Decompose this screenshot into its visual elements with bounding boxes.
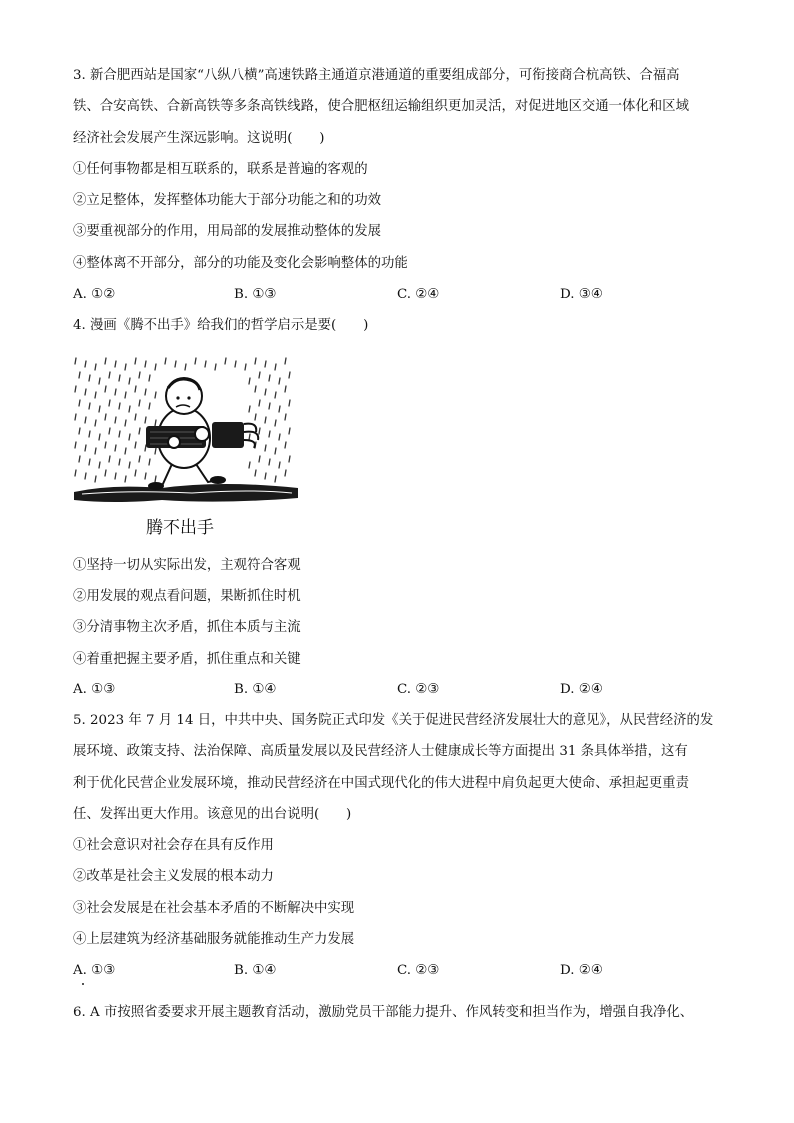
raindrop <box>99 462 100 468</box>
q5-stem-line-1: 5. 2023 年 7 月 14 日，中共中央、国务院正式印发《关于促进民营经济发展壮大的意见》，从民营经济的发 <box>73 713 714 728</box>
q3-options <box>73 285 733 305</box>
q3-stem-line-2: 铁、合安高铁、合新高铁等多条高铁线路，使合肥枢纽运输组织更加灵活，对促进地区交通一体化和区域 <box>73 99 689 114</box>
raindrop <box>125 420 126 426</box>
q3-stem-line-1: 3. 新合肥西站是国家“八纵八横”高速铁路主通道京港通道的重要组成部分，可衔接商合杭高铁、合福高 <box>73 68 680 83</box>
raindrop <box>135 386 136 392</box>
raindrop <box>279 462 280 468</box>
raindrop <box>249 378 250 384</box>
raindrop <box>145 445 146 451</box>
q4-option-d[interactable]: D. ②④ <box>560 682 603 697</box>
q3-option-c[interactable]: C. ②④ <box>397 287 440 302</box>
raindrop <box>265 445 266 451</box>
raindrop <box>129 406 130 412</box>
cartoon-busy-hands-illustration <box>72 352 300 512</box>
raindrop <box>95 476 96 482</box>
raindrop <box>289 428 290 434</box>
raindrop <box>165 358 166 364</box>
raindrop <box>119 375 120 381</box>
raindrop <box>279 378 280 384</box>
q3-statement-3: ③要重视部分的作用，用局部的发展推动整体的发展 <box>73 224 381 239</box>
raindrop <box>155 364 156 370</box>
raindrop <box>89 431 90 437</box>
raindrop <box>135 358 136 364</box>
raindrop <box>259 456 260 462</box>
q3-statement-1: ①任何事物都是相互联系的，联系是普遍的客观的 <box>73 162 368 177</box>
raindrop <box>259 428 260 434</box>
raindrop <box>115 361 116 367</box>
raindrop <box>249 462 250 468</box>
q4-options <box>73 680 733 700</box>
raindrop <box>79 400 80 406</box>
q4-option-c[interactable]: C. ②③ <box>397 682 440 697</box>
raindrop <box>249 406 250 412</box>
q3-statement-2: ②立足整体，发挥整体功能大于部分功能之和的功效 <box>73 193 381 208</box>
raindrop <box>265 389 266 395</box>
raindrop <box>75 470 76 476</box>
raindrop <box>109 428 110 434</box>
raindrop <box>85 361 86 367</box>
raindrop <box>245 364 246 370</box>
raindrop <box>125 364 126 370</box>
raindrop <box>275 420 276 426</box>
raindrop <box>79 456 80 462</box>
raindrop <box>289 456 290 462</box>
raindrop <box>115 445 116 451</box>
q3-option-a[interactable]: A. ①② <box>73 287 116 302</box>
raindrop <box>105 470 106 476</box>
raindrop <box>75 442 76 448</box>
raindrop <box>85 445 86 451</box>
raindrop <box>139 456 140 462</box>
raindrop <box>275 476 276 482</box>
stray-dot <box>82 983 84 985</box>
raindrop <box>109 400 110 406</box>
raindrop <box>105 414 106 420</box>
raindrop <box>255 470 256 476</box>
raindrop <box>119 403 120 409</box>
raindrop <box>175 361 176 367</box>
raindrop <box>149 403 150 409</box>
q5-option-c[interactable]: C. ②③ <box>397 963 440 978</box>
raindrop <box>285 358 286 364</box>
raindrop <box>275 448 276 454</box>
raindrop <box>95 420 96 426</box>
raindrop <box>269 459 270 465</box>
raindrop <box>135 470 136 476</box>
raindrop <box>105 358 106 364</box>
q4-option-a[interactable]: A. ①③ <box>73 682 116 697</box>
raindrop <box>259 372 260 378</box>
q6-stem-line-1: 6. A 市按照省委要求开展主题教育活动，激励党员干部能力提升、作风转变和担当作为，增强自我净化、 <box>73 1005 694 1020</box>
q4-stem: 4. 漫画《腾不出手》给我们的哲学启示是要( ) <box>73 318 369 333</box>
q5-option-a[interactable]: A. ①③ <box>73 963 116 978</box>
raindrop <box>115 417 116 423</box>
raindrop <box>255 358 256 364</box>
raindrop <box>279 434 280 440</box>
raindrop <box>279 406 280 412</box>
raindrop <box>285 442 286 448</box>
raindrop <box>75 358 76 364</box>
q5-statement-4: ④上层建筑为经济基础服务就能推动生产力发展 <box>73 932 355 947</box>
q4-statement-3: ③分清事物主次矛盾，抓住本质与主流 <box>73 620 301 635</box>
raindrop <box>145 473 146 479</box>
raindrop <box>155 392 156 398</box>
q3-option-b[interactable]: B. ①③ <box>234 287 277 302</box>
raindrop <box>95 448 96 454</box>
raindrop <box>285 386 286 392</box>
q4-statement-2: ②用发展的观点看问题，果断抓住时机 <box>73 589 301 604</box>
raindrop <box>75 414 76 420</box>
raindrop <box>109 372 110 378</box>
cartoon-caption: 腾不出手 <box>146 518 214 538</box>
raindrop <box>119 431 120 437</box>
raindrop <box>155 448 156 454</box>
raindrop <box>149 375 150 381</box>
raindrop <box>125 448 126 454</box>
raindrop <box>129 378 130 384</box>
raindrop <box>249 434 250 440</box>
raindrop <box>115 389 116 395</box>
raindrop <box>285 414 286 420</box>
raindrop <box>75 386 76 392</box>
raindrop <box>225 358 226 364</box>
raindrop <box>235 361 236 367</box>
raindrop <box>89 459 90 465</box>
raindrop <box>205 361 206 367</box>
raindrop <box>289 372 290 378</box>
q5-statement-2: ②改革是社会主义发展的根本动力 <box>73 869 274 884</box>
raindrop <box>79 428 80 434</box>
raindrop <box>275 392 276 398</box>
q3-option-d[interactable]: D. ③④ <box>560 287 603 302</box>
raindrop <box>95 364 96 370</box>
raindrop <box>275 364 276 370</box>
q3-statement-4: ④整体离不开部分，部分的功能及变化会影响整体的功能 <box>73 256 408 271</box>
raindrop <box>125 476 126 482</box>
raindrop <box>135 414 136 420</box>
raindrop <box>265 361 266 367</box>
q4-statement-1: ①坚持一切从实际出发，主观符合客观 <box>73 558 301 573</box>
raindrop <box>129 462 130 468</box>
raindrop <box>135 442 136 448</box>
raindrop <box>89 403 90 409</box>
raindrop <box>185 364 186 370</box>
raindrop <box>269 431 270 437</box>
raindrop <box>105 386 106 392</box>
q5-option-d[interactable]: D. ②④ <box>560 963 603 978</box>
raindrop <box>255 414 256 420</box>
raindrop <box>195 358 196 364</box>
raindrop <box>145 389 146 395</box>
raindrop <box>139 372 140 378</box>
raindrop <box>289 400 290 406</box>
raindrop <box>259 400 260 406</box>
raindrop <box>85 417 86 423</box>
raindrop <box>215 364 216 370</box>
raindrop <box>119 459 120 465</box>
q4-statement-4: ④着重把握主要矛盾，抓住重点和关键 <box>73 652 301 667</box>
q5-stem-line-4: 任、发挥出更大作用。该意见的出台说明( ) <box>73 807 352 822</box>
raindrop <box>115 473 116 479</box>
raindrop <box>145 417 146 423</box>
raindrop <box>129 434 130 440</box>
raindrop <box>125 392 126 398</box>
q5-statement-1: ①社会意识对社会存在具有反作用 <box>73 838 274 853</box>
raindrop <box>255 386 256 392</box>
raindrop <box>139 428 140 434</box>
raindrop <box>109 456 110 462</box>
q5-stem-line-2: 展环境、政策支持、法治保障、高质量发展以及民营经济人士健康成长等方面提出 31 条具体举措，这有 <box>73 744 688 759</box>
raindrop <box>145 361 146 367</box>
raindrop <box>269 403 270 409</box>
raindrop <box>149 459 150 465</box>
raindrop <box>99 434 100 440</box>
q5-options <box>73 961 733 981</box>
raindrop <box>155 420 156 426</box>
q5-stem-line-3: 利于优化民营企业发展环境，推动民营经济在中国式现代化的伟大进程中肩负起更大使命、承担起更重责 <box>73 776 689 791</box>
q5-statement-3: ③社会发展是在社会基本矛盾的不断解决中实现 <box>73 901 355 916</box>
q5-option-b[interactable]: B. ①④ <box>234 963 277 978</box>
q3-stem-line-3: 经济社会发展产生深远影响。这说明( ) <box>73 131 325 146</box>
raindrop <box>105 442 106 448</box>
raindrop <box>89 375 90 381</box>
raindrop <box>99 378 100 384</box>
raindrop <box>285 470 286 476</box>
raindrop <box>269 375 270 381</box>
raindrop <box>265 417 266 423</box>
raindrop <box>99 406 100 412</box>
raindrop <box>85 389 86 395</box>
raindrop <box>85 473 86 479</box>
raindrop <box>95 392 96 398</box>
raindrop <box>155 476 156 482</box>
raindrop <box>139 400 140 406</box>
raindrop <box>79 372 80 378</box>
raindrop <box>265 473 266 479</box>
q4-option-b[interactable]: B. ①④ <box>234 682 277 697</box>
